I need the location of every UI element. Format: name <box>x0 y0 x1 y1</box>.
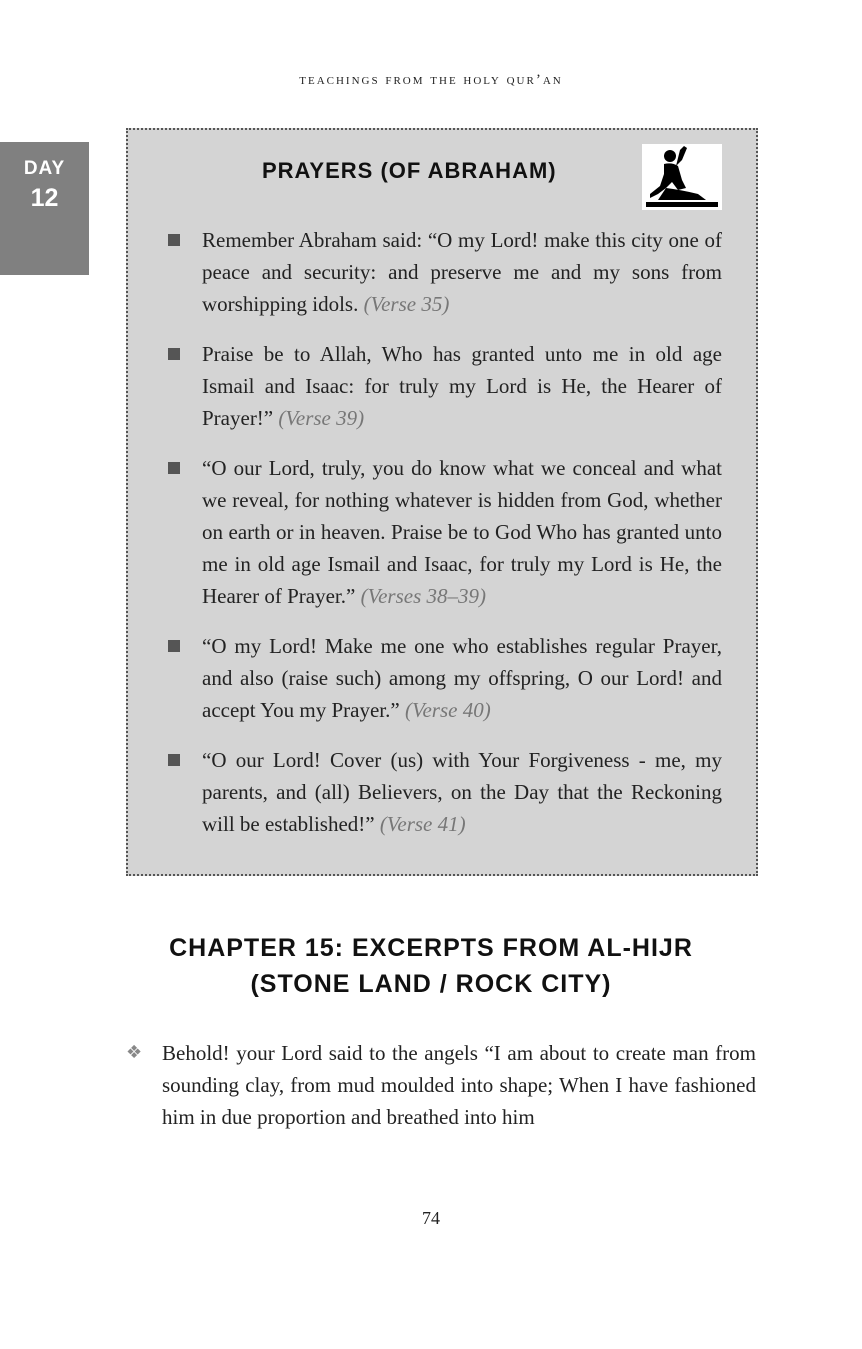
box-title: PRAYERS (OF ABRAHAM) <box>262 158 557 183</box>
day-number: 12 <box>30 184 59 212</box>
list-item <box>166 630 722 726</box>
list-item <box>166 452 722 612</box>
chapter-title-line2: (STONE LAND / ROCK CITY) <box>250 970 612 998</box>
list-item <box>166 744 722 840</box>
item-text: Remember Abraham said: “O my Lord! make this city one of peace and security: and preserve me and my sons from worshipping idols. <box>202 228 722 316</box>
diamond-bullet-icon: ❖ <box>126 1042 143 1063</box>
running-head: teachings from the holy qur’an <box>299 72 563 88</box>
verse-reference: (Verses 38–39) <box>360 584 486 608</box>
verse-reference: (Verse 35) <box>363 292 450 316</box>
item-text: Praise be to Allah, Who has granted unto me in old age Ismail and Isaac: for truly my Lord is He, the Hearer of Prayer!” <box>202 342 722 430</box>
excerpt-list <box>126 1037 756 1133</box>
item-text: “O our Lord! Cover (us) with Your Forgiveness - me, my parents, and (all) Believers, on the Day that the Reckoning will be established!” <box>202 748 722 836</box>
day-label: DAY <box>23 158 66 179</box>
verse-reference: (Verse 39) <box>278 406 365 430</box>
prayer-box <box>126 128 758 876</box>
prayer-list <box>166 224 722 858</box>
day-tab <box>0 142 89 275</box>
item-text: “O our Lord, truly, you do know what we conceal and what we reveal, for nothing whatever is hidden from God, whether on earth or in heaven. Praise be to God Who has granted unto me in old age Ismail and Isaac, for truly my Lord is He, the Hearer of Prayer.” <box>202 456 722 608</box>
item-text: “O my Lord! Make me one who establishes regular Prayer, and also (raise such) among my offspring, O our Lord! and accept You my Prayer.” <box>202 634 722 722</box>
square-bullet-icon <box>168 640 180 652</box>
page-number: 74 <box>422 1208 440 1228</box>
chapter-title <box>0 930 862 1002</box>
excerpt-text: Behold! your Lord said to the angels “I am about to create man from sounding clay, from mud moulded into shape; When I have fashioned him in due proportion and breathed into him <box>162 1041 756 1129</box>
verse-reference: (Verse 41) <box>379 812 466 836</box>
square-bullet-icon <box>168 234 180 246</box>
list-item <box>126 1037 756 1133</box>
square-bullet-icon <box>168 348 180 360</box>
verse-reference: (Verse 40) <box>404 698 491 722</box>
chapter-title-line1: CHAPTER 15: EXCERPTS FROM AL-HIJR <box>169 934 693 962</box>
square-bullet-icon <box>168 462 180 474</box>
list-item <box>166 338 722 434</box>
praying-person-icon <box>642 144 722 210</box>
square-bullet-icon <box>168 754 180 766</box>
list-item <box>166 224 722 320</box>
